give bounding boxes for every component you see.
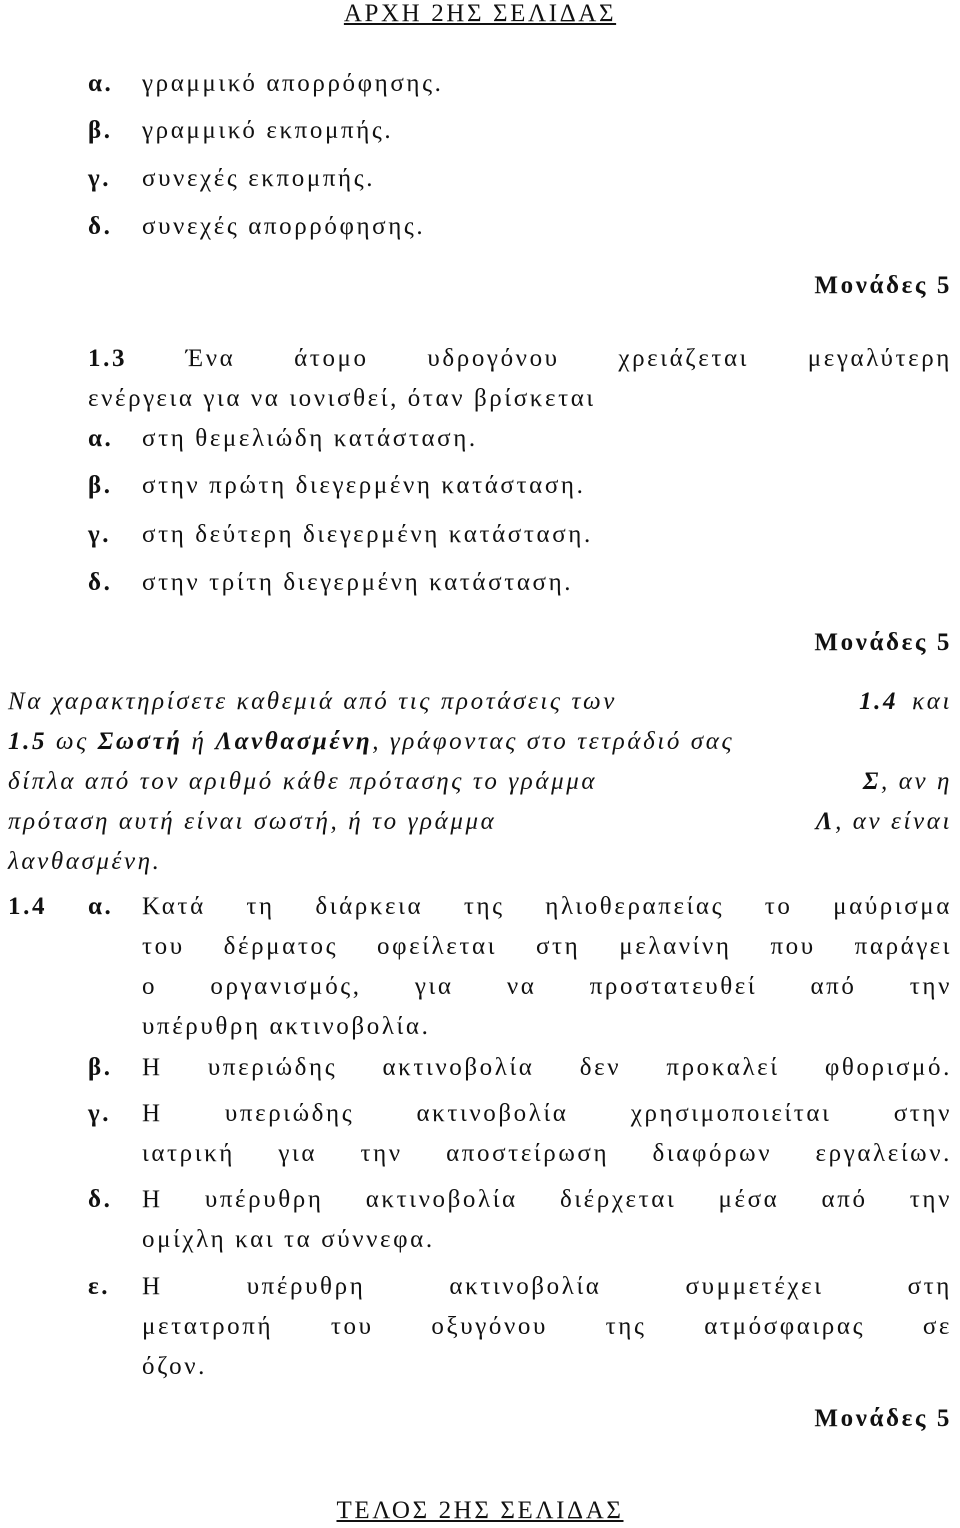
- q14-item-line: μετατροπή του οξυγόνου της ατμόσφαιρας σε: [142, 1313, 952, 1340]
- q13-option-c: [88, 521, 593, 549]
- q12-option-letter: δ.: [88, 213, 113, 240]
- q12-option-letter: α.: [88, 70, 114, 97]
- instructions-text: Να χαρακτηρίσετε καθεμιά από τις προτάσεις των: [8, 688, 618, 715]
- q14-item-line: ομίχλη και τα σύννεφα.: [142, 1226, 435, 1253]
- instructions-text: ως: [55, 728, 89, 755]
- q13-option-letter: β.: [88, 472, 113, 499]
- q13-word: μεγαλύτερη: [807, 345, 952, 372]
- instructions-line2: [8, 728, 952, 756]
- q12-option-a: [88, 70, 443, 98]
- q13-option-d: [88, 569, 573, 597]
- instructions-line1: [8, 688, 952, 716]
- q13-option-text: στη δεύτερη διεγερμένη κατάσταση.: [142, 521, 593, 548]
- instructions-text: , γράφοντας στο τετράδιό σας: [372, 728, 735, 755]
- instructions-text: και: [912, 688, 952, 715]
- instructions-text: πρόταση αυτή είναι σωστή, ή το γράμμα: [8, 808, 497, 835]
- q12-option-b: [88, 117, 393, 145]
- q13-number: 1.3: [88, 345, 128, 372]
- q12-units: Μονάδες 5: [814, 272, 952, 299]
- q13-option-text: στην τρίτη διεγερμένη κατάσταση.: [142, 569, 574, 596]
- q12-option-c: [88, 165, 375, 193]
- q14-item-line: Κατά τη διάρκεια της ηλιοθεραπείας το μαύρισμα: [142, 893, 952, 920]
- q13-option-a: [88, 425, 478, 453]
- q14-item-letter: δ.: [88, 1186, 113, 1213]
- q13-line1: [88, 345, 952, 373]
- instructions-text: δίπλα από τον αριθμό κάθε πρότασης το γράμμα: [8, 768, 598, 795]
- q13-option-letter: γ.: [88, 521, 112, 548]
- instructions-ref: 1.5: [8, 728, 48, 755]
- q12-option-letter: γ.: [88, 165, 112, 192]
- q14-item-line: ο οργανισμός, για να προστατευθεί από την: [142, 973, 952, 1000]
- q13-word: υδρογόνου: [427, 345, 560, 372]
- q14-item-line: Η υπεριώδης ακτινοβολία δεν προκαλεί φθορισμό.: [142, 1054, 952, 1081]
- instructions-text: ή: [191, 728, 207, 755]
- q13-option-letter: δ.: [88, 569, 113, 596]
- q14-item-letter: ε.: [88, 1273, 111, 1300]
- q12-option-letter: β.: [88, 117, 113, 144]
- instructions-wrong: Λανθασμένη: [215, 728, 373, 755]
- instructions-ref: 1.4: [859, 688, 899, 715]
- q14-item-line: του δέρματος οφείλεται στη μελανίνη που παράγει: [142, 933, 952, 960]
- instructions-correct: Σωστή: [97, 728, 183, 755]
- instructions-text: , αν η: [881, 768, 952, 795]
- q14-item-letter: β.: [88, 1054, 113, 1081]
- q14-item-letter: γ.: [88, 1100, 112, 1127]
- instructions-line5: λανθασμένη.: [8, 848, 162, 875]
- q13-word: χρειάζεται: [618, 345, 750, 372]
- q13-word: άτομο: [294, 345, 369, 372]
- q12-option-text: συνεχές εκπομπής.: [142, 165, 376, 192]
- q13-option-b: [88, 472, 585, 500]
- q13-option-letter: α.: [88, 425, 114, 452]
- q12-option-d: [88, 213, 425, 241]
- instructions-line4: [8, 808, 952, 836]
- q14-item-line: όζον.: [142, 1353, 207, 1380]
- q12-option-text: συνεχές απορρόφησης.: [142, 213, 426, 240]
- q14-item-line: υπέρυθρη ακτινοβολία.: [142, 1013, 431, 1040]
- q13-line2: ενέργεια για να ιονισθεί, όταν βρίσκεται: [88, 385, 596, 412]
- q14-number: 1.4: [8, 893, 48, 920]
- q13-option-text: στη θεμελιώδη κατάσταση.: [142, 425, 478, 452]
- instructions-line3: [8, 768, 952, 796]
- instructions-text: , αν είναι: [835, 808, 952, 835]
- page-footer: ΤΕΛΟΣ 2ΗΣ ΣΕΛΙΔΑΣ: [336, 1497, 624, 1524]
- q14-units: Μονάδες 5: [814, 1405, 952, 1432]
- q14-item-line: Η υπέρυθρη ακτινοβολία διέρχεται μέσα από την: [142, 1186, 952, 1213]
- q14-item-line: ιατρική για την αποστείρωση διαφόρων εργαλείων.: [142, 1140, 952, 1167]
- q14-item-line: Η υπεριώδης ακτινοβολία χρησιμοποιείται στην: [142, 1100, 952, 1127]
- instructions-letter-l: Λ: [815, 808, 836, 835]
- q13-units: Μονάδες 5: [814, 629, 952, 656]
- q14-item-line: Η υπέρυθρη ακτινοβολία συμμετέχει στη: [142, 1273, 952, 1300]
- page-header: ΑΡΧΗ 2ΗΣ ΣΕΛΙΔΑΣ: [343, 0, 617, 27]
- q12-option-text: γραμμικό απορρόφησης.: [142, 70, 444, 97]
- q12-option-text: γραμμικό εκπομπής.: [142, 117, 394, 144]
- instructions-letter-s: Σ: [862, 768, 882, 795]
- q14-item-letter: α.: [88, 893, 114, 920]
- q13-option-text: στην πρώτη διεγερμένη κατάσταση.: [142, 472, 586, 499]
- q13-word: Ένα: [185, 345, 236, 372]
